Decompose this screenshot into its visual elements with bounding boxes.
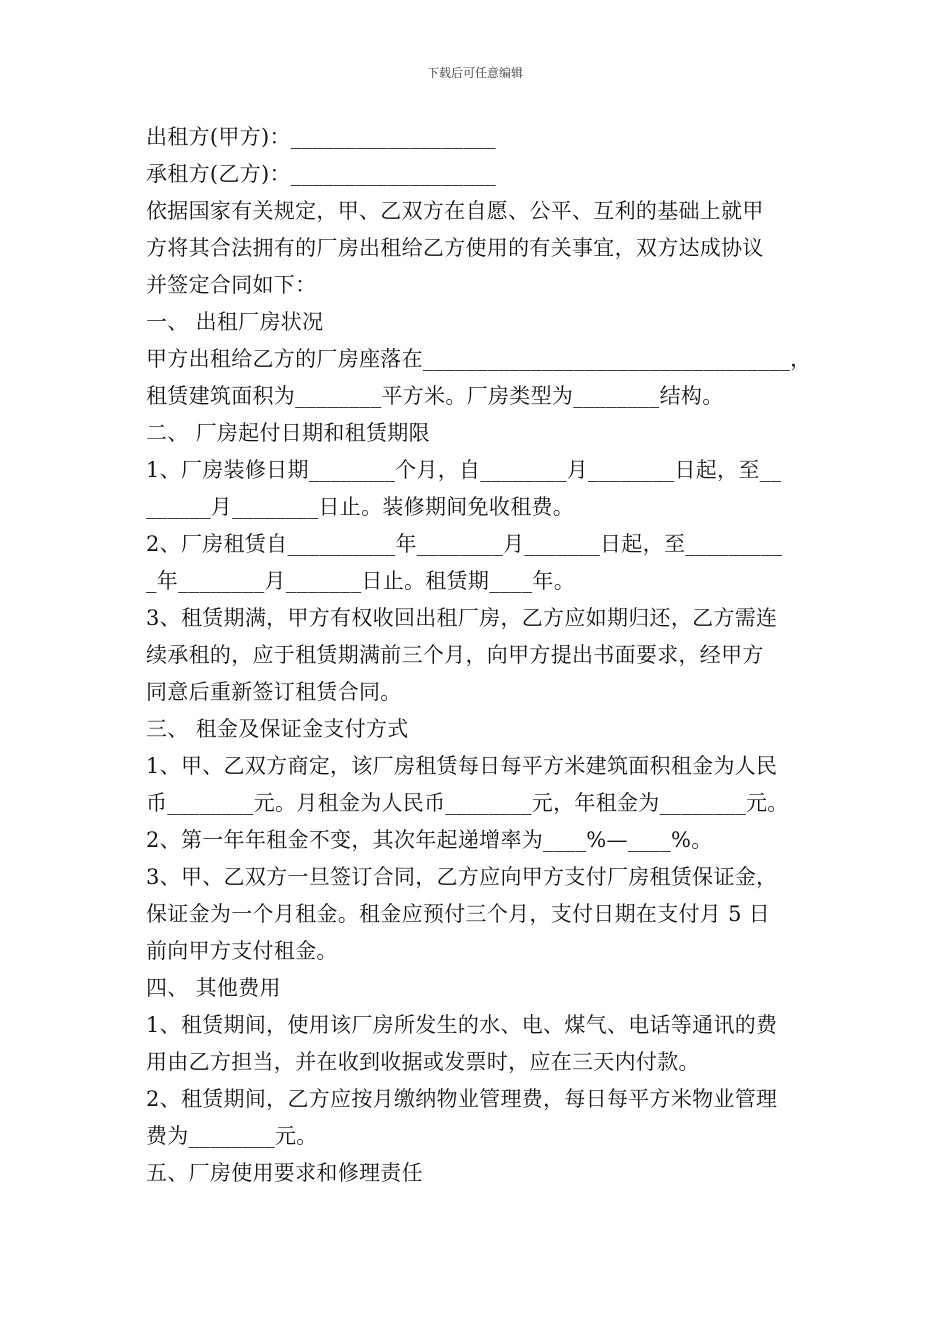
text-line: 前向甲方支付租金。 <box>146 939 338 963</box>
section-heading: 二、 厂房起付日期和租赁期限 <box>146 421 430 445</box>
text-line: 1、甲、乙双方商定，该厂房租赁每日每平方米建筑面积租金为人民 <box>146 754 778 778</box>
text-line: ______月________日止。装修期间免收租费。 <box>146 495 575 519</box>
text-line: 并签定合同如下： <box>146 273 317 297</box>
text-line: 费为________元。 <box>146 1124 318 1148</box>
text-line: 依据国家有关规定，甲、乙双方在自愿、公平、互利的基础上就甲 <box>146 199 764 223</box>
text-line: 币________元。月租金为人民币________元，年租金为________元。 <box>146 791 789 815</box>
text-line: 用由乙方担当，并在收到收据或发票时，应在三天内付款。 <box>146 1050 700 1074</box>
text-line: 续承租的，应于租赁期满前三个月，向甲方提出书面要求，经甲方 <box>146 643 764 667</box>
text-line: 方将其合法拥有的厂房出租给乙方使用的有关事宜，双方达成协议 <box>146 236 764 260</box>
section-heading: 三、 租金及保证金支付方式 <box>146 717 409 741</box>
text-line: 保证金为一个月租金。租金应预付三个月，支付日期在支付月 5 日 <box>146 902 771 926</box>
text-line: 2、租赁期间，乙方应按月缴纳物业管理费，每日每平方米物业管理 <box>146 1087 778 1111</box>
text-line: 1、租赁期间，使用该厂房所发生的水、电、煤气、电话等通讯的费 <box>146 1013 778 1037</box>
text-line: 2、厂房租赁自__________年________月_______日起，至_________ <box>146 532 783 556</box>
document-body <box>146 119 816 1192</box>
section-heading: 一、 出租厂房状况 <box>146 310 324 334</box>
text-line: 承租方(乙方)：___________________ <box>146 162 496 186</box>
section-heading: 五、厂房使用要求和修理责任 <box>146 1161 423 1185</box>
section-heading: 四、 其他费用 <box>146 976 281 1000</box>
text-line: 2、第一年年租金不变，其次年起递增率为____%—____%。 <box>146 828 713 852</box>
text-line: 3、租赁期满，甲方有权收回出租厂房，乙方应如期归还，乙方需连 <box>146 606 778 630</box>
text-line: 1、厂房装修日期________个月，自________月________日起，至__ <box>146 458 782 482</box>
text-line: 甲方出租给乙方的厂房座落在__________________________________， <box>146 347 812 371</box>
text-line: _年________月_______日止。租赁期____年。 <box>146 569 575 593</box>
text-line: 同意后重新签订租赁合同。 <box>146 680 402 704</box>
text-line: 出租方(甲方)：___________________ <box>146 125 496 149</box>
text-line: 租赁建筑面积为________平方米。厂房类型为________结构。 <box>146 384 724 408</box>
text-line: 3、甲、乙双方一旦签订合同，乙方应向甲方支付厂房租赁保证金， <box>146 865 778 889</box>
page-header: 下载后可任意编辑 <box>426 66 523 80</box>
